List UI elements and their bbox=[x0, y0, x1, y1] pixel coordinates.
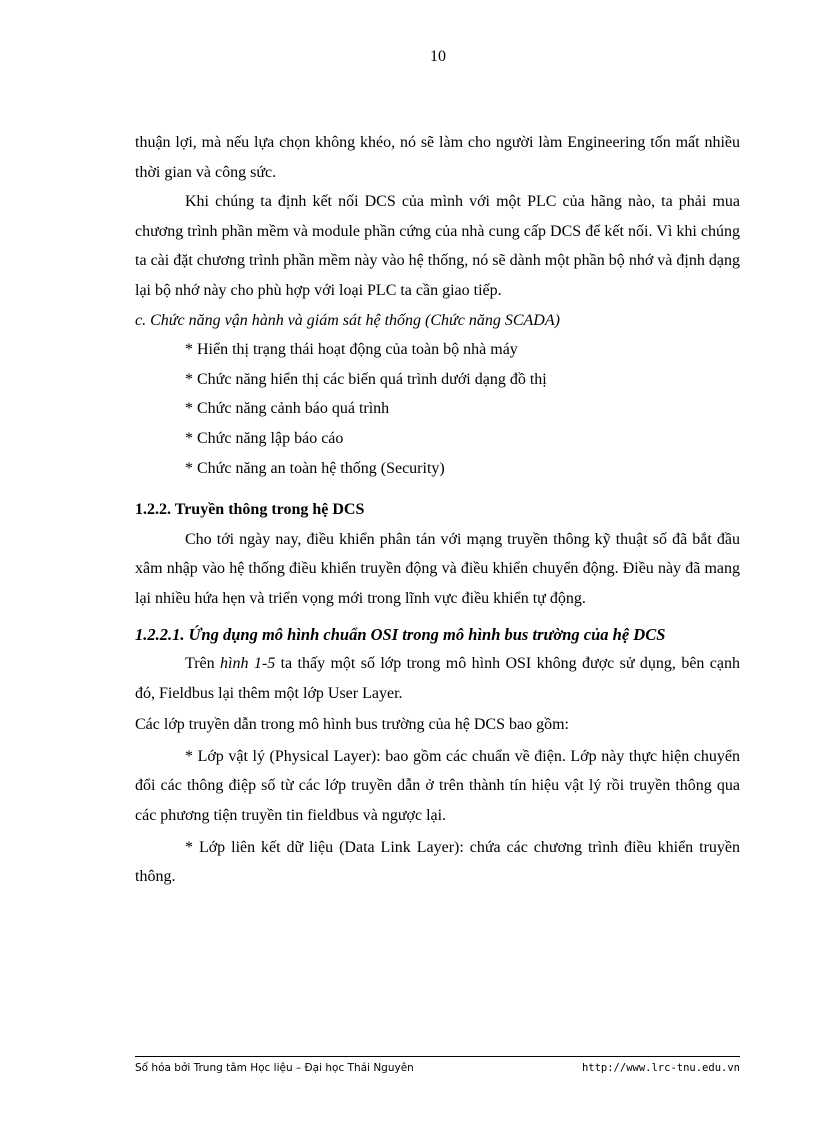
list-item: * Hiển thị trạng thái hoạt động của toàn bộ nhà máy bbox=[185, 341, 518, 359]
text-suffix: ta thấy một số lớp trong mô hình OSI không được sử dụng, bên cạnh đó, Fieldbus lại thêm một lớp User Layer. bbox=[135, 655, 741, 702]
list-item: * Chức năng hiển thị các biến quá trình dưới dạng đồ thị bbox=[185, 370, 547, 388]
paragraph-layers-intro: Các lớp truyền dẫn trong mô hình bus trường của hệ DCS bao gồm: bbox=[135, 716, 569, 734]
list-item: * Chức năng lập báo cáo bbox=[185, 429, 344, 447]
scada-function-heading: c. Chức năng vận hành và giám sát hệ thống (Chức năng SCADA) bbox=[135, 311, 560, 329]
figure-reference: hình 1-5 bbox=[220, 655, 276, 673]
footer-divider bbox=[135, 1056, 740, 1057]
paragraph-dcs-plc-connection: Khi chúng ta định kết nối DCS của mình với một PLC của hãng nào, ta phải mua chương trình phần mềm và module phần cứng của nhà cung cấp DCS để kết nối. Vì khi chúng ta cài đặt chương trình phần mềm này vào hệ thống, nó sẽ dành một phần bộ nhớ và định dạng lại bộ nhớ này cho phù hợp với loại PLC ta cần giao tiếp. bbox=[135, 193, 740, 299]
text-prefix: Trên bbox=[185, 655, 221, 673]
subsection-heading: 1.2.2.1. Ứng dụng mô hình chuẩn OSI trong mô hình bus trường của hệ DCS bbox=[135, 624, 666, 644]
list-item: * Chức năng an toàn hệ thống (Security) bbox=[185, 459, 445, 477]
paragraph-data-link-layer: * Lớp liên kết dữ liệu (Data Link Layer): chứa các chương trình điều khiển truyền thông. bbox=[135, 838, 740, 886]
list-item: * Chức năng cảnh báo quá trình bbox=[185, 400, 390, 418]
scada-function-list bbox=[135, 335, 740, 483]
page-number: 10 bbox=[430, 48, 446, 65]
section-heading: 1.2.2. Truyền thông trong hệ DCS bbox=[135, 501, 365, 519]
paragraph-physical-layer: * Lớp vật lý (Physical Layer): bao gồm các chuẩn về điện. Lớp này thực hiện chuyển đổi các thông điệp số từ các lớp truyền dẫn ở trên thành tín hiệu vật lý rồi truyền thông qua các phương tiện truyền tin fieldbus và ngược lại. bbox=[135, 747, 740, 825]
paragraph-continuation: thuận lợi, mà nếu lựa chọn không khéo, nó sẽ làm cho người làm Engineering tốn mất nhiều thời gian và công sức. bbox=[135, 134, 740, 181]
footer-credit: Số hóa bởi Trung tâm Học liệu – Đại học Thái Nguyên bbox=[135, 1062, 414, 1074]
footer-url: http://www.lrc-tnu.edu.vn bbox=[581, 1062, 740, 1074]
paragraph-osi-layers bbox=[135, 649, 740, 708]
page-footer bbox=[135, 1062, 740, 1074]
page-body bbox=[135, 128, 740, 892]
paragraph-communication: Cho tới ngày nay, điều khiển phân tán với mạng truyền thông kỹ thuật số đã bắt đầu xâm nhập vào hệ thống điều khiển truyền động và điều khiển chuyển động. Điều này đã mang lại nhiều hứa hẹn và triển vọng mới trong lĩnh vực điều khiển tự động. bbox=[135, 530, 740, 607]
